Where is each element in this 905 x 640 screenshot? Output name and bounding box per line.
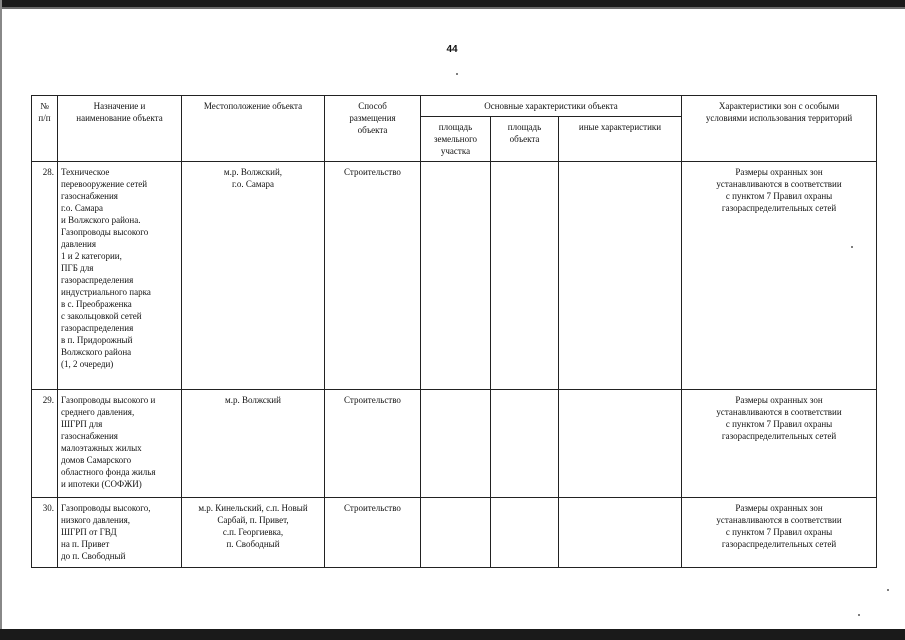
table-row <box>32 390 877 498</box>
placement-method: Строительство <box>325 162 421 390</box>
object-area-cell <box>491 390 559 498</box>
scan-speck <box>887 589 889 591</box>
header-method: Способ размещения объекта <box>325 96 421 162</box>
header-num: № п/п <box>32 96 58 162</box>
other-characteristics-cell <box>559 498 682 568</box>
scan-speck <box>858 614 860 616</box>
header-land-area: площадь земельного участка <box>421 117 491 162</box>
land-area-cell <box>421 162 491 390</box>
header-location: Местоположение объекта <box>182 96 325 162</box>
object-location: м.р. Кинельский, с.п. Новый Сарбай, п. Привет, с.п. Георгиевка, п. Свободный <box>182 498 325 568</box>
scan-speck <box>851 246 853 248</box>
other-characteristics-cell <box>559 162 682 390</box>
zone-characteristics: Размеры охранных зон устанавливаются в соответствии с пунктом 7 Правил охраны газораспределительных сетей <box>682 390 877 498</box>
row-number: 28. <box>32 162 58 390</box>
land-area-cell <box>421 498 491 568</box>
row-number: 29. <box>32 390 58 498</box>
scan-border-bottom <box>0 629 905 640</box>
land-area-cell <box>421 390 491 498</box>
header-row <box>32 96 877 117</box>
other-characteristics-cell <box>559 390 682 498</box>
placement-method: Строительство <box>325 498 421 568</box>
header-zones: Характеристики зон с особыми условиями использования территорий <box>682 96 877 162</box>
object-area-cell <box>491 498 559 568</box>
zone-characteristics: Размеры охранных зон устанавливаются в соответствии с пунктом 7 Правил охраны газораспределительных сетей <box>682 162 877 390</box>
table-row <box>32 498 877 568</box>
scan-speck <box>456 73 458 75</box>
page-number: 44 <box>446 44 458 55</box>
scan-border-left <box>0 0 2 640</box>
header-main-characteristics: Основные характеристики объекта <box>421 96 682 117</box>
header-other: иные характеристики <box>559 117 682 162</box>
object-name: Газопроводы высокого, низкого давления, ШГРП от ГВД на п. Привет до п. Свободный <box>58 498 182 568</box>
row-number: 30. <box>32 498 58 568</box>
objects-table <box>31 95 877 568</box>
scan-border-top-shade <box>0 7 905 9</box>
header-name: Назначение и наименование объекта <box>58 96 182 162</box>
object-name: Техническое перевооружение сетей газоснабжения г.о. Самара и Волжского района. Газопроводы высокого давления 1 и 2 категории, ПГБ для газораспределения индустриального парка в с. Преображенка с закольцовкой сетей газораспределения в п. Придорожный Волжского района (1, 2 очереди) <box>58 162 182 390</box>
placement-method: Строительство <box>325 390 421 498</box>
zone-characteristics: Размеры охранных зон устанавливаются в соответствии с пунктом 7 Правил охраны газораспределительных сетей <box>682 498 877 568</box>
scan-border-top <box>0 0 905 7</box>
object-area-cell <box>491 162 559 390</box>
object-name: Газопроводы высокого и среднего давления, ШГРП для газоснабжения малоэтажных жилых домов Самарского областного фонда жилья и ипотеки (СОФЖИ) <box>58 390 182 498</box>
header-object-area: площадь объекта <box>491 117 559 162</box>
object-location: м.р. Волжский, г.о. Самара <box>182 162 325 390</box>
object-location: м.р. Волжский <box>182 390 325 498</box>
table-row <box>32 162 877 390</box>
